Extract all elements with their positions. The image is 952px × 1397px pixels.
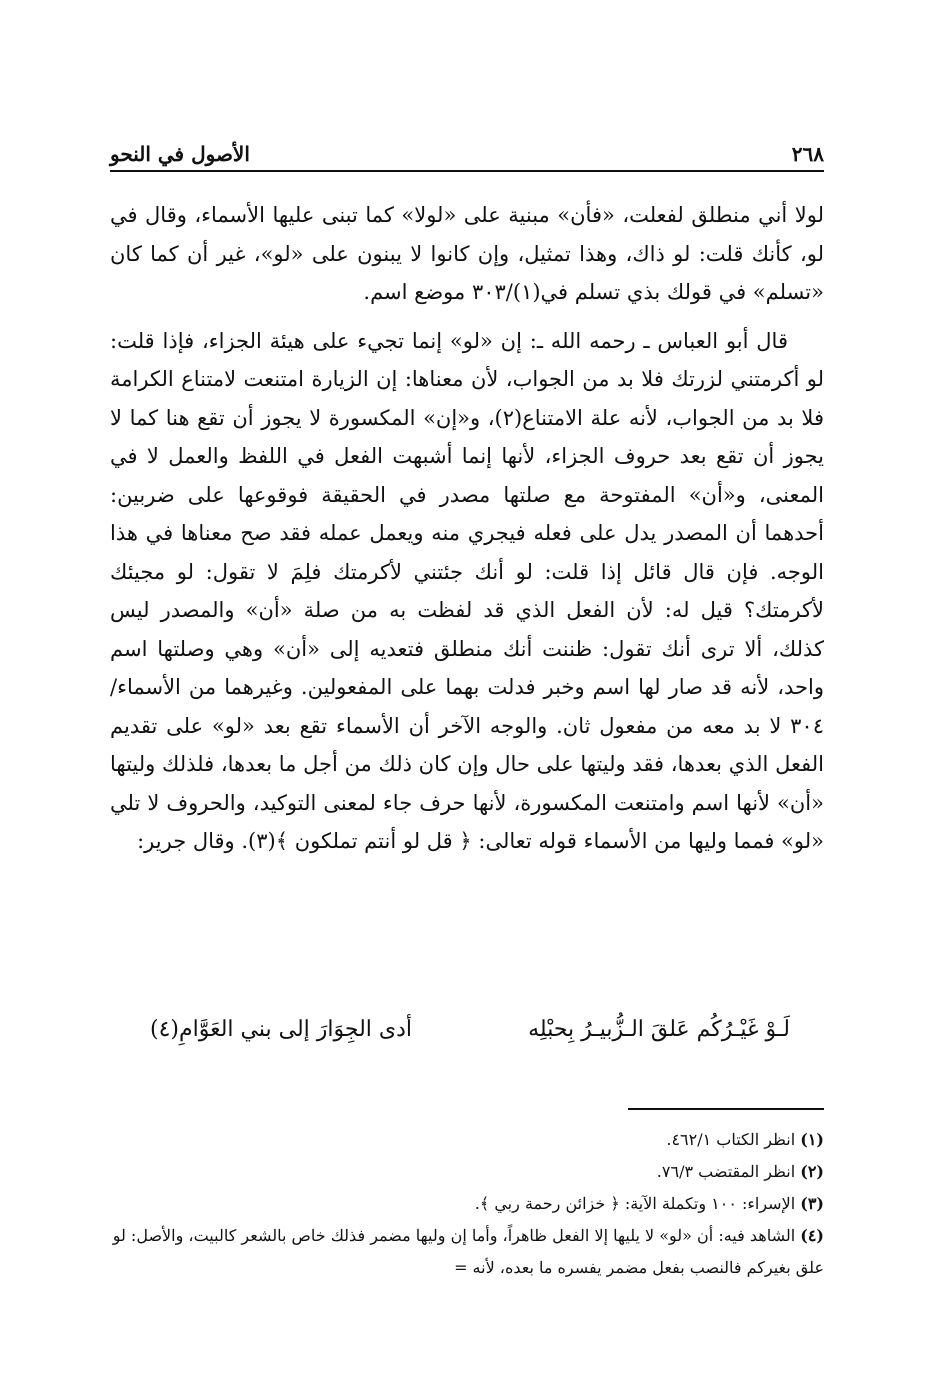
- footnote-number: (٢): [800, 1162, 824, 1181]
- page-number: ٢٦٨: [791, 142, 824, 166]
- main-text: [110, 196, 824, 871]
- page-header: [110, 130, 824, 172]
- footnotes: [110, 1124, 824, 1284]
- paragraph: لولا أني منطلق لفعلت، «فأن» مبنية على «لولا» كما تبنى عليها الأسماء، وقال في لو، كأنك قلت: لو ذاك، وهذا تمثيل، وإن كانوا لا يبنون على «لو»، غير أن كما كان «تسلم» في قولك بذي تسلم في(١)/٣٠٣ موضع اسم.: [110, 203, 824, 304]
- footnote-text: الشاهد فيه: أن «لو» لا يليها إلا الفعل ظاهراً، وأما إن وليها مضمر فذلك خاص بالشعر كالبيت، والأصل: لو علق بغيركم فالنصب بفعل مضمر يفسره ما بعده، لأنه =: [112, 1226, 824, 1277]
- footnote-number: (٣): [800, 1194, 824, 1213]
- footnote: [110, 1188, 824, 1220]
- verse-second-hemistich: أدى الجِوَارَ إلى بني العَوَّامِ(٤): [150, 1017, 413, 1042]
- footnote-text: انظر الكتاب ٤٦٢/١.: [666, 1130, 796, 1149]
- paragraph: قال أبو العباس ـ رحمه الله ـ: إن «لو» إنما تجيء على هيئة الجزاء، فإذا قلت: لو أكرمتني لزرتك فلا بد من الجواب، لأن معناها: إن الزيارة امتنعت لامتناع الكرامة فلا بد من الجواب، لأنه علة الامتناع(٢)، و«إن» المكسورة لا يجوز أن تقع هنا كما لا يجوز أن تقع بعد حروف الجزاء، لأنها إنما أشبهت الفعل في اللفظ والعمل لا في المعنى، و«أن» المفتوحة مع صلتها مصدر في الحقيقة فوقوعها على ضربين: أحدهما أن المصدر يدل على فعله فيجري منه ويعمل عمله فقد صح معناها في هذا الوجه. فإن قال قائل إذا قلت: لو أنك جئتني لأكرمتك فلِمَ لا تقول: لو مجيئك لأكرمتك؟ قيل له: لأن الفعل الذي قد لفظت به من صلة «أن» والمصدر ليس كذلك، ألا ترى أنك تقول: ظننت أنك منطلق فتعديه إلى «أن» وهي وصلتها اسم واحد، لأنه قد صار لها اسم وخبر فدلت بهما على المفعولين. وغيرهما من الأسماء/٣٠٤ لا بد معه من مفعول ثان. والوجه الآخر أن الأسماء تقع بعد «لو» على تقديم الفعل الذي بعدها، فقد وليتها على حال وإن كان ذلك من أجل ما بعدها، فلذلك وليتها «أن» لأنها اسم وامتنعت المكسورة، لأنها حرف جاء لمعنى التوكيد، والحروف لا تلي «لو» فمما وليها من الأسماء قوله تعالى: ﴿ قل لو أنتم تملكون ﴾(٣). وقال جرير:: [110, 328, 824, 853]
- footnote: [110, 1124, 824, 1156]
- footnote-separator: [628, 1108, 824, 1110]
- footnote-text: انظر المقتضب ٧٦/٣.: [656, 1162, 796, 1181]
- verse-first-hemistich: لَـوْ غَيْـرُكُم عَلقَ الـزُّبيـرُ بِحبْلِه: [528, 1017, 790, 1042]
- footnote-number: (٤): [800, 1226, 824, 1245]
- footnote: [110, 1156, 824, 1188]
- poetry-verse: [150, 1010, 790, 1050]
- footnote-number: (١): [800, 1130, 824, 1149]
- footnote: [110, 1220, 824, 1284]
- running-title: الأصول في النحو: [110, 142, 250, 166]
- footnote-text: الإسراء: ١٠٠ وتكملة الآية: ﴿ خزائن رحمة ربي ﴾.: [474, 1194, 796, 1213]
